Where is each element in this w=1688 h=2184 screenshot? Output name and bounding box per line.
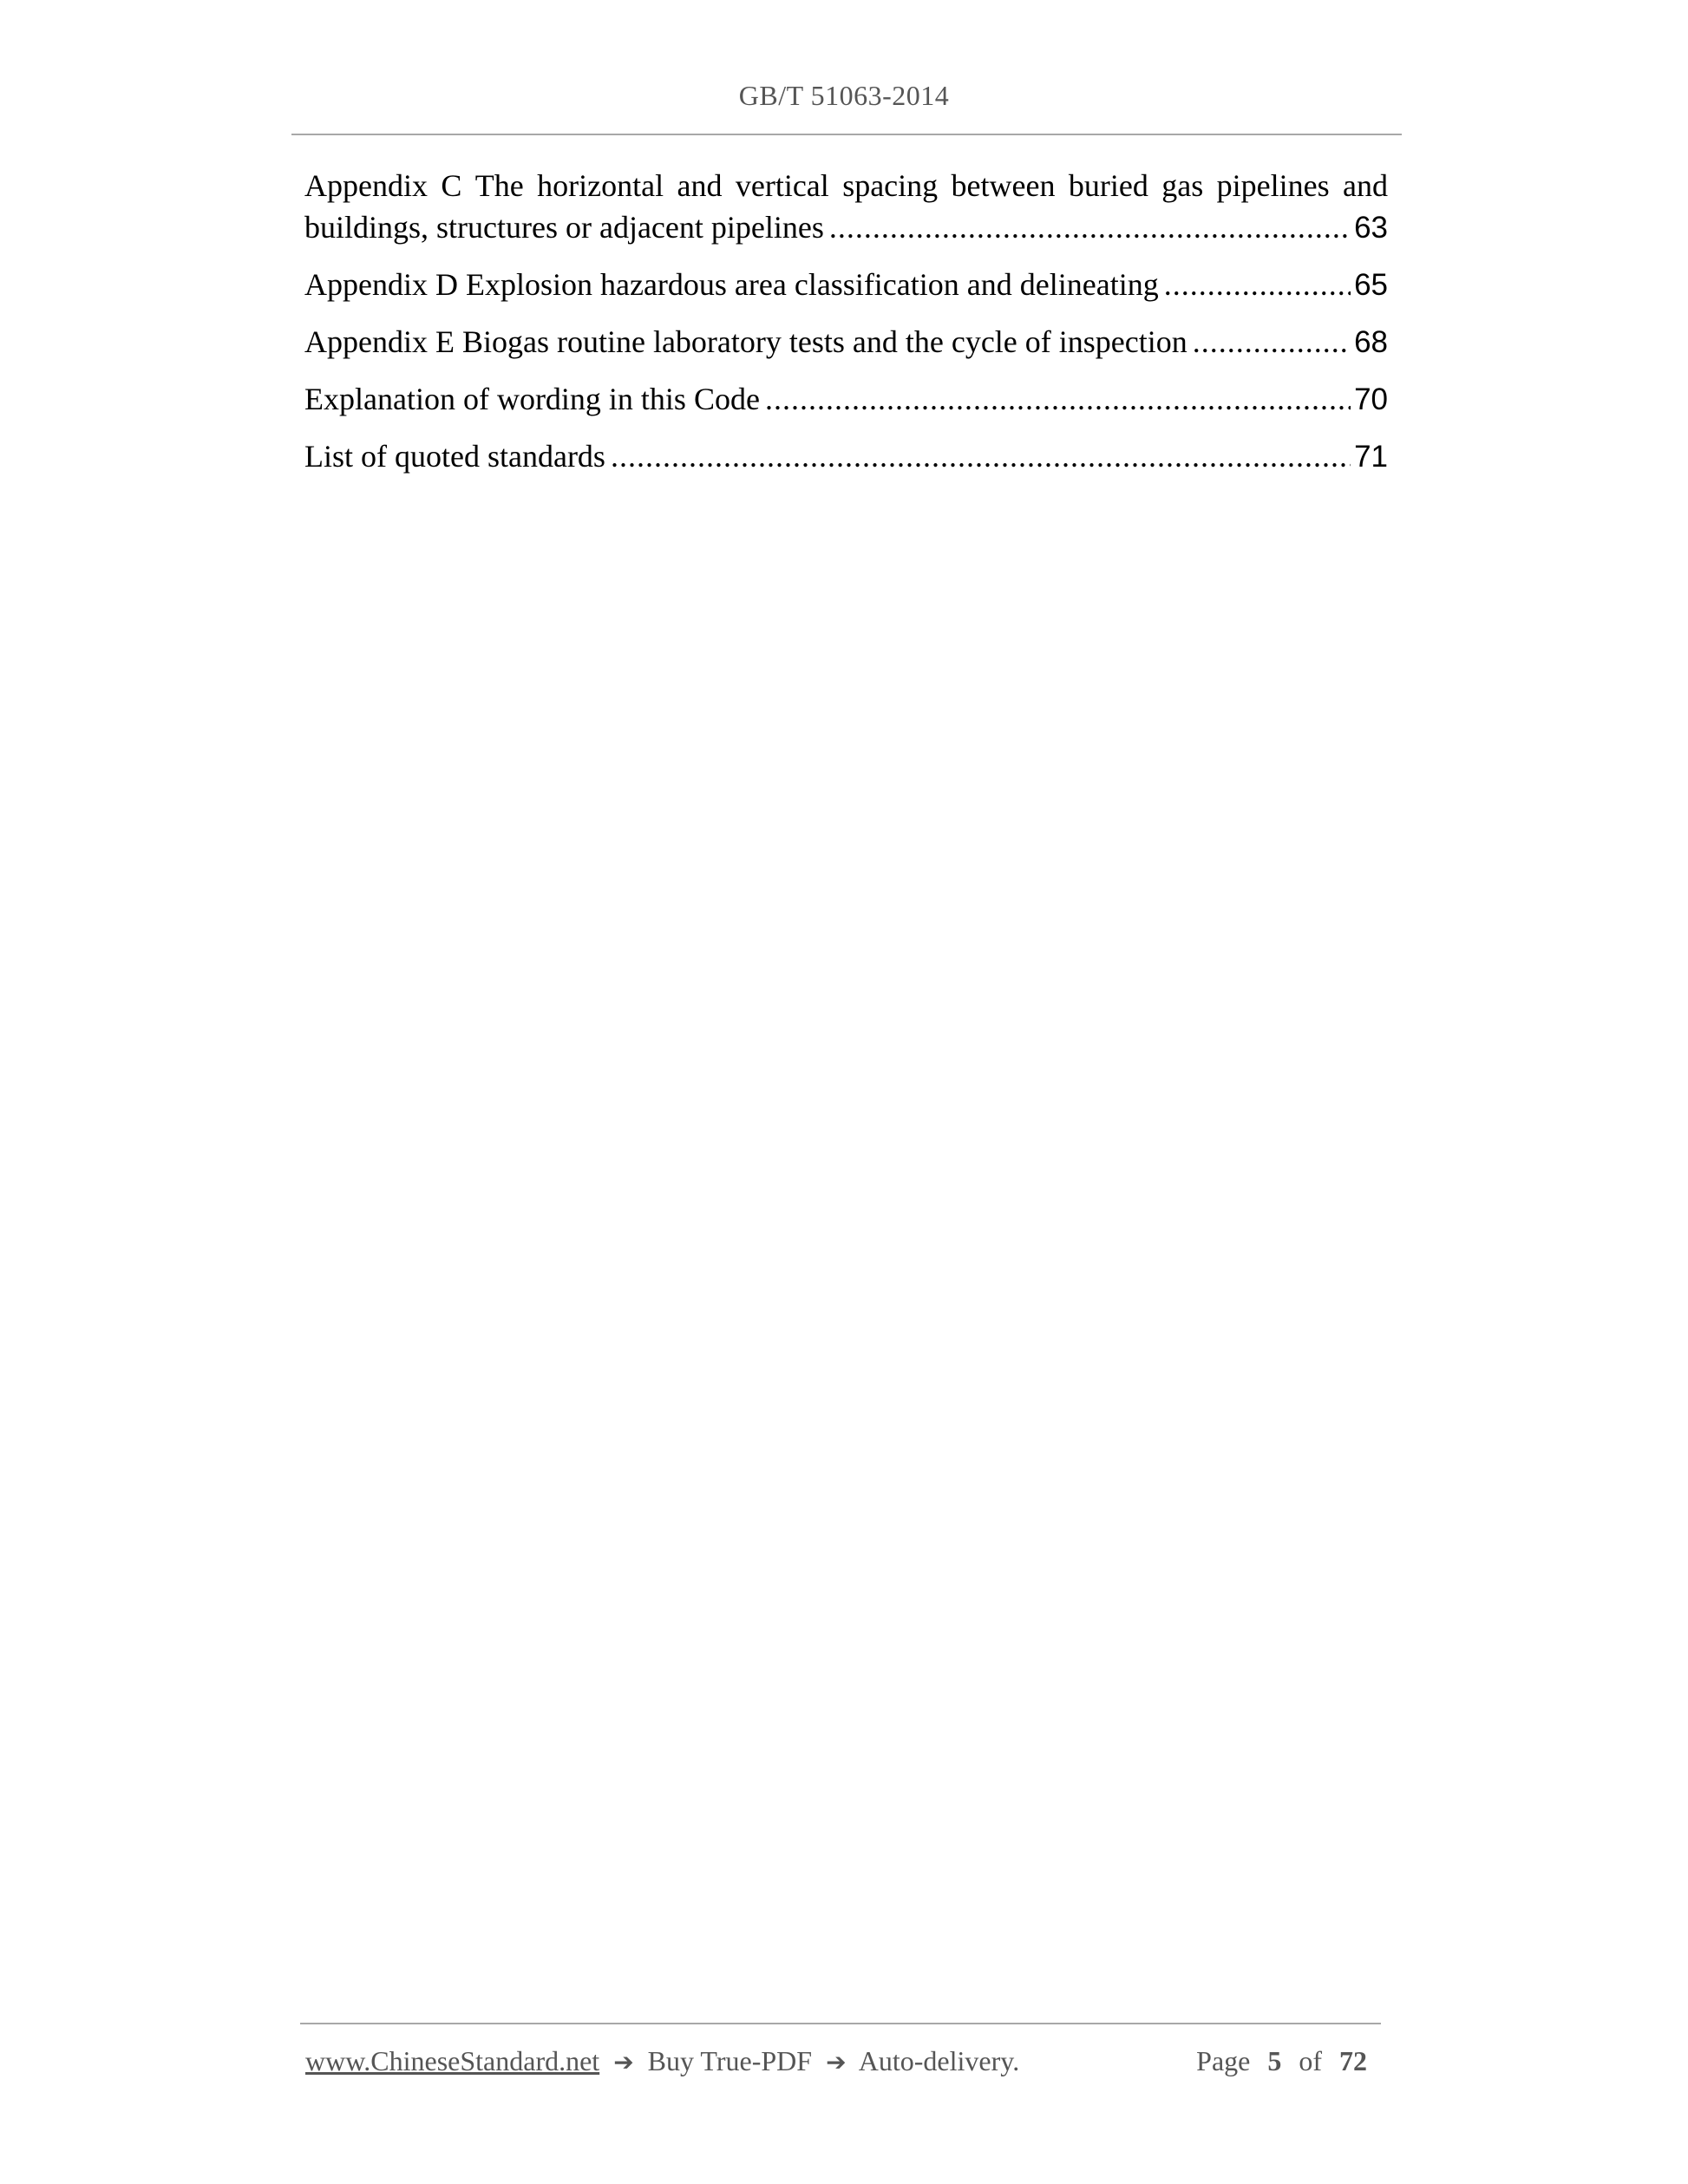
toc-word: buried [1068,168,1148,203]
toc-leader-dots [1164,264,1351,305]
toc-entry-line [304,206,1388,249]
toc-page-number: 70 [1354,383,1388,416]
header-divider [291,134,1402,135]
toc-word: The [474,168,524,203]
toc-entry-title: Appendix D Explosion hazardous area classification and delineating [304,267,1159,302]
toc-word: gas [1161,168,1204,203]
toc-entry-line [304,435,1388,478]
toc-page-number: 68 [1354,325,1388,359]
page-of-label: of [1299,2045,1322,2076]
toc-entry-title: buildings, structures or adjacent pipelines [304,210,824,245]
footer-divider [300,2023,1381,2024]
current-page-number: 5 [1267,2045,1282,2076]
toc-entry-title: Explanation of wording in this Code [304,382,760,416]
page-indicator [1196,2045,1377,2077]
toc-word: Appendix [304,168,428,203]
auto-delivery-text: Auto-delivery. [858,2045,1020,2076]
toc-leader-dots [1193,321,1351,363]
toc-entry-title: Appendix E Biogas routine laboratory tests and the cycle of inspection [304,324,1187,359]
toc-word: and [1343,168,1388,203]
footer-promo [305,2045,1019,2077]
toc-entry-line [304,264,1388,306]
toc-entry-first-line [304,165,1388,206]
toc-word: pipelines [1216,168,1330,203]
toc-leader-dots [765,378,1351,420]
toc-word: C [441,168,462,203]
toc-entry-line [304,378,1388,421]
toc-entry-line [304,321,1388,363]
toc-entry-list-of-quoted-standards[interactable] [304,435,1388,478]
page-footer [305,2045,1377,2077]
toc-page-number: 71 [1354,440,1388,474]
toc-page-number: 65 [1354,268,1388,302]
toc-word: spacing [842,168,939,203]
toc-leader-dots [829,206,1351,248]
toc-word: vertical [735,168,829,203]
total-page-count: 72 [1339,2045,1367,2076]
toc-entry-title: List of quoted standards [304,439,605,474]
buy-true-pdf-text: Buy True-PDF [647,2045,813,2076]
toc-word: horizontal [537,168,664,203]
toc-entry-explanation-of-wording[interactable] [304,378,1388,421]
toc-entry-appendix-d[interactable] [304,264,1388,306]
toc-word: between [951,168,1056,203]
toc-entry-appendix-c[interactable] [304,165,1388,249]
page-label: Page [1196,2045,1251,2076]
right-arrow-icon: ➔ [826,2048,847,2076]
right-arrow-icon: ➔ [613,2048,634,2076]
document-header: GB/T 51063-2014 [738,80,950,111]
toc-entry-appendix-e[interactable] [304,321,1388,363]
site-link[interactable]: www.ChineseStandard.net [305,2045,600,2076]
table-of-contents [304,165,1388,493]
toc-word: and [677,168,723,203]
toc-page-number: 63 [1354,211,1388,245]
toc-leader-dots [611,435,1351,477]
